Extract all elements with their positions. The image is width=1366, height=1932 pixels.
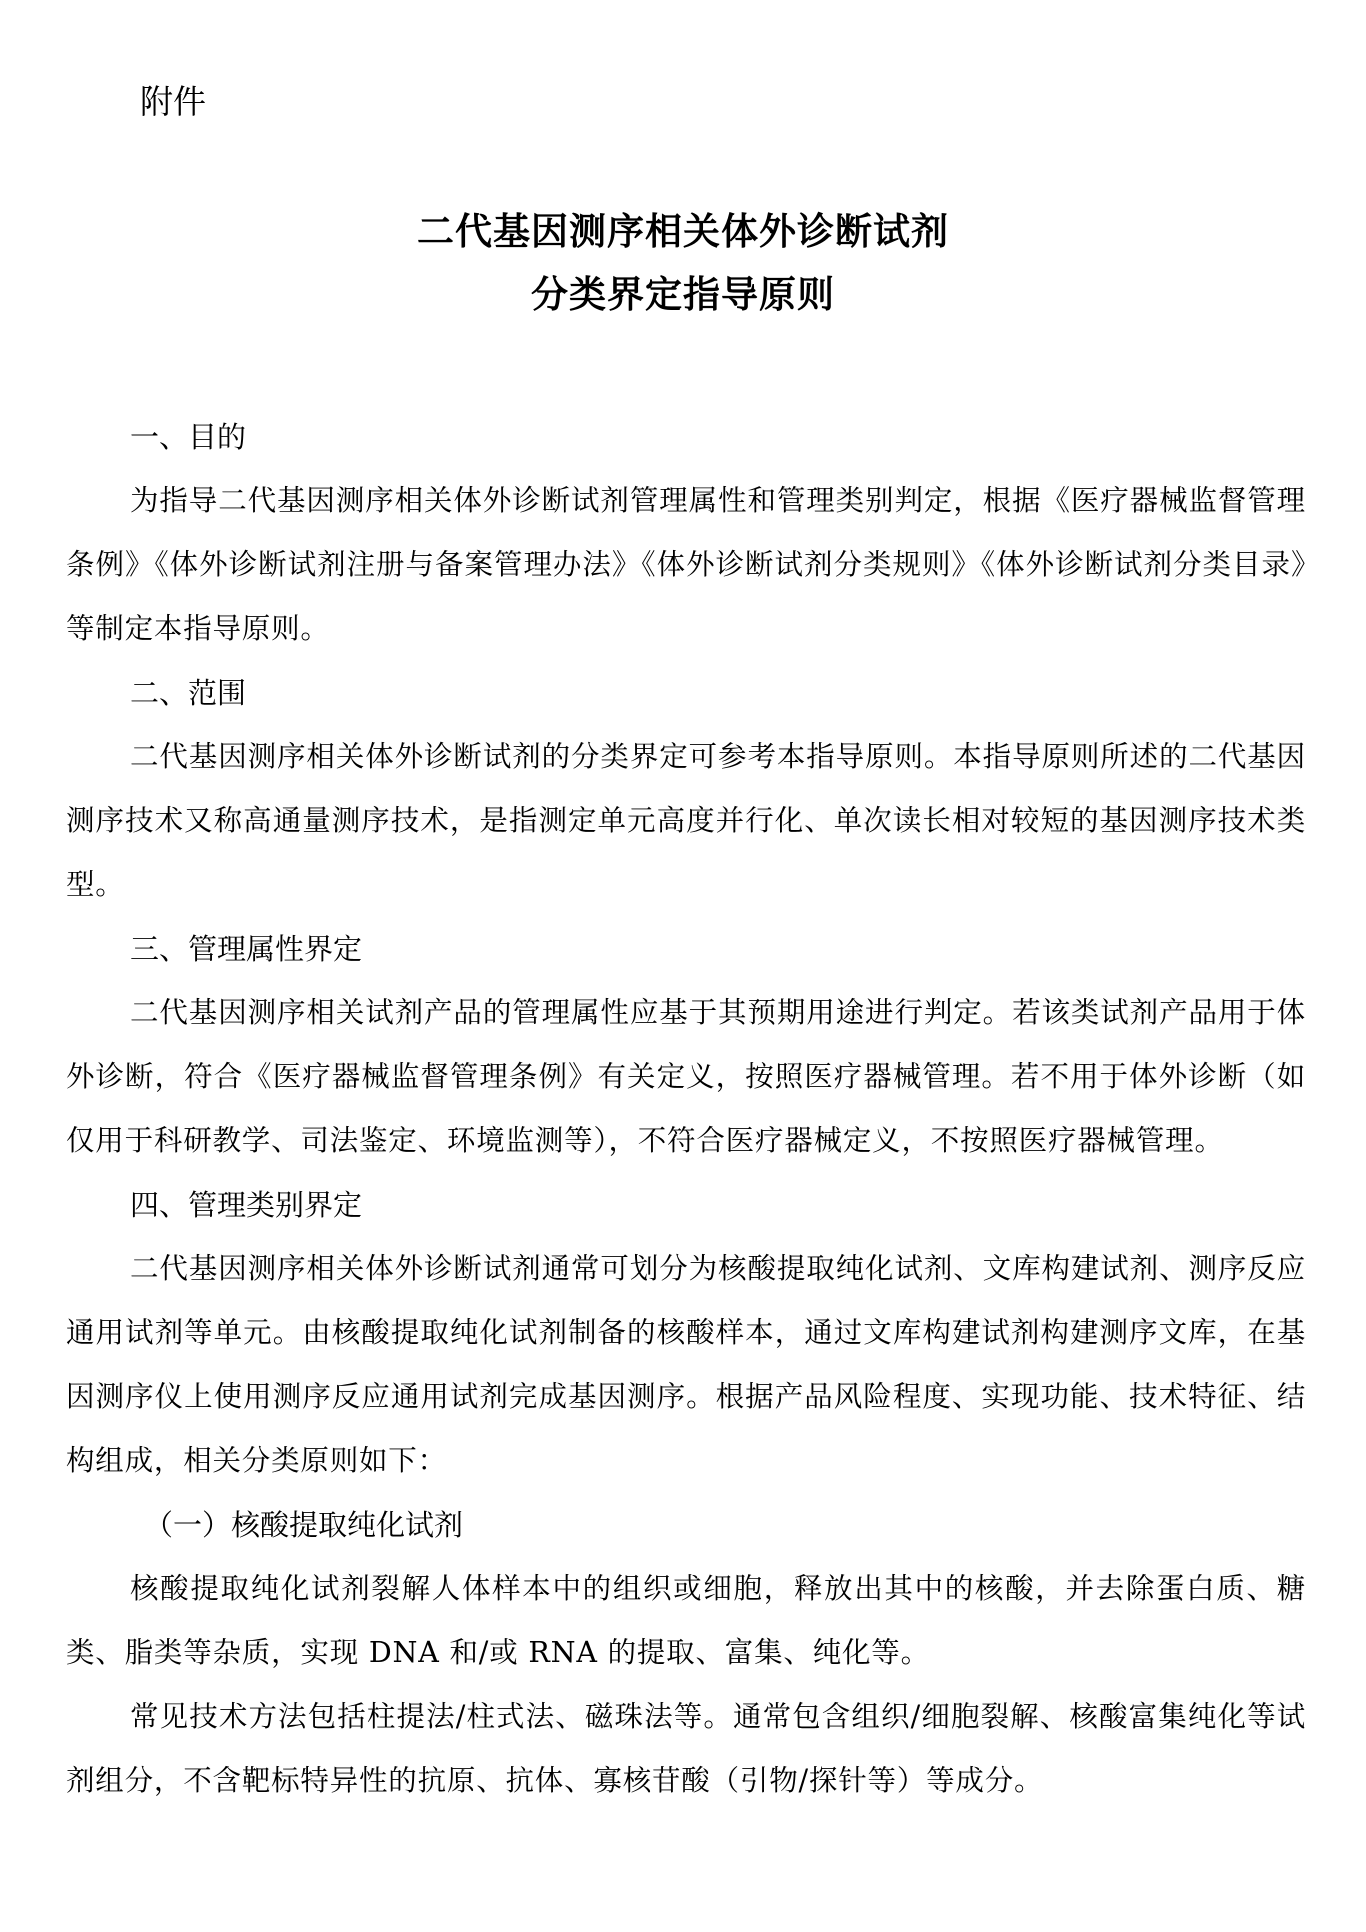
subsection-paragraph: 常见技术方法包括柱提法/柱式法、磁珠法等。通常包含组织/细胞裂解、核酸富集纯化等试剂组分，不含靶标特异性的抗原、抗体、寡核苷酸（引物/探针等）等成分。 xyxy=(66,1700,1306,1797)
section-heading: 四、管理类别界定 xyxy=(130,1188,363,1222)
section-management-attribute xyxy=(66,917,1306,1173)
section-paragraph: 二代基因测序相关体外诊断试剂通常可划分为核酸提取纯化试剂、文库构建试剂、测序反应通用试剂等单元。由核酸提取纯化试剂制备的核酸样本，通过文库构建试剂构建测序文库，在基因测序仪上使用测序反应通用试剂完成基因测序。根据产品风险程度、实现功能、技术特征、结构组成，相关分类原则如下： xyxy=(66,1252,1306,1477)
section-scope xyxy=(66,661,1306,917)
section-paragraph: 为指导二代基因测序相关体外诊断试剂管理属性和管理类别判定，根据《医疗器械监督管理条例》《体外诊断试剂注册与备案管理办法》《体外诊断试剂分类规则》《体外诊断试剂分类目录》等制定本指导原则。 xyxy=(66,484,1306,645)
attachment-label: 附件 xyxy=(140,82,206,121)
document-body xyxy=(66,405,1306,1813)
document-title-line-2: 分类界定指导原则 xyxy=(531,273,835,316)
subsection-heading: （一）核酸提取纯化试剂 xyxy=(144,1508,464,1542)
document-title-line-1: 二代基因测序相关体外诊断试剂 xyxy=(417,210,949,253)
section-heading: 三、管理属性界定 xyxy=(130,932,363,966)
section-heading: 二、范围 xyxy=(130,676,247,710)
section-paragraph: 二代基因测序相关试剂产品的管理属性应基于其预期用途进行判定。若该类试剂产品用于体外诊断，符合《医疗器械监督管理条例》有关定义，按照医疗器械管理。若不用于体外诊断（如仅用于科研教学、司法鉴定、环境监测等），不符合医疗器械定义，不按照医疗器械管理。 xyxy=(66,996,1306,1157)
subsection-paragraph: 核酸提取纯化试剂裂解人体样本中的组织或细胞，释放出其中的核酸，并去除蛋白质、糖类、脂类等杂质，实现 DNA 和/或 RNA 的提取、富集、纯化等。 xyxy=(66,1572,1306,1669)
section-management-category xyxy=(66,1173,1306,1813)
section-purpose xyxy=(66,405,1306,661)
section-heading: 一、目的 xyxy=(130,420,247,454)
section-paragraph: 二代基因测序相关体外诊断试剂的分类界定可参考本指导原则。本指导原则所述的二代基因测序技术又称高通量测序技术，是指测定单元高度并行化、单次读长相对较短的基因测序技术类型。 xyxy=(66,740,1306,901)
